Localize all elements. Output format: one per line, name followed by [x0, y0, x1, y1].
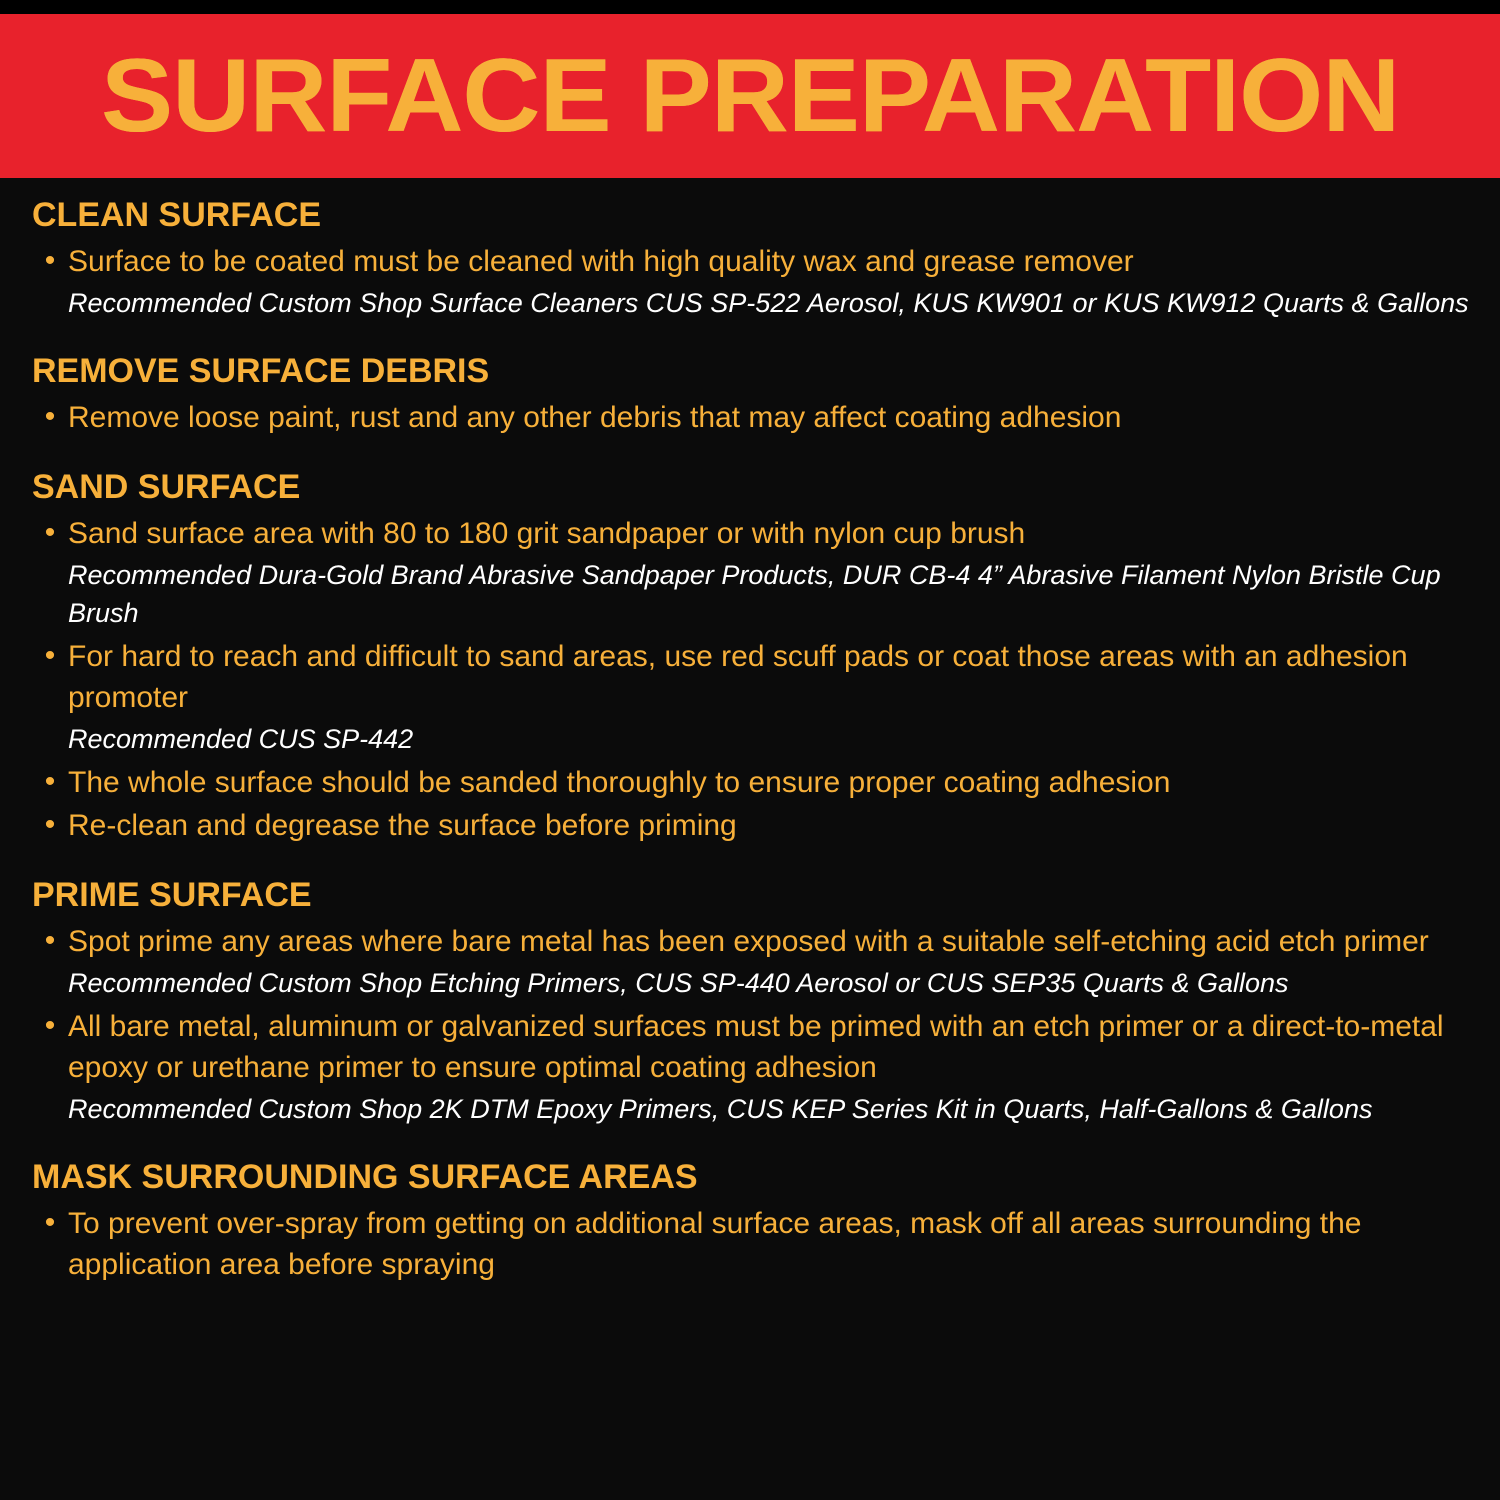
- bullet-icon: •: [44, 808, 56, 841]
- section-prime-surface: [32, 876, 1470, 1128]
- recommendation-note: Recommended Custom Shop 2K DTM Epoxy Primers, CUS KEP Series Kit in Quarts, Half-Gallons & Gallons: [68, 1094, 1373, 1124]
- list-item-text: Sand surface area with 80 to 180 grit sandpaper or with nylon cup brush: [68, 517, 1026, 550]
- list-item-text: To prevent over-spray from getting on additional surface areas, mask off all areas surrounding the application area before spraying: [68, 1207, 1362, 1281]
- list-item: [32, 241, 1470, 282]
- list-item: [32, 397, 1470, 438]
- section-remove-surface-debris: [32, 352, 1470, 438]
- recommendation-note: Recommended Dura-Gold Brand Abrasive Sandpaper Products, DUR CB-4 4” Abrasive Filament Nylon Bristle Cup Brush: [68, 560, 1441, 628]
- bullet-icon: •: [44, 244, 56, 277]
- section-clean-surface: [32, 196, 1470, 322]
- list-item: [32, 636, 1470, 718]
- list-item: [32, 1006, 1470, 1088]
- recommendation-note: Recommended CUS SP-442: [68, 724, 414, 754]
- content-body: [0, 178, 1500, 1285]
- page-title: SURFACE PREPARATION: [100, 38, 1400, 154]
- list-item-text: All bare metal, aluminum or galvanized surfaces must be primed with an etch primer or a direct-to-metal epoxy or urethane primer to ensure optimal coating adhesion: [68, 1010, 1444, 1084]
- list-item: [32, 513, 1470, 554]
- list-item-text: Surface to be coated must be cleaned with high quality wax and grease remover: [68, 245, 1134, 278]
- list-item: [32, 1203, 1470, 1285]
- list-item-text: Spot prime any areas where bare metal has been exposed with a suitable self-etching acid etch primer: [68, 925, 1429, 958]
- list-item-text: Remove loose paint, rust and any other debris that may affect coating adhesion: [68, 401, 1122, 434]
- section-heading: CLEAN SURFACE: [32, 196, 322, 234]
- section-heading: REMOVE SURFACE DEBRIS: [32, 352, 490, 390]
- top-margin: [0, 0, 1500, 14]
- bullet-icon: •: [44, 639, 56, 672]
- recommendation-note: Recommended Custom Shop Surface Cleaners CUS SP-522 Aerosol, KUS KW901 or KUS KW912 Quarts & Gallons: [68, 288, 1469, 318]
- section-heading: MASK SURROUNDING SURFACE AREAS: [32, 1158, 698, 1196]
- bullet-icon: •: [44, 765, 56, 798]
- list-item: [32, 805, 1470, 846]
- bullet-icon: •: [44, 400, 56, 433]
- list-item-text: For hard to reach and difficult to sand areas, use red scuff pads or coat those areas with an adhesion promoter: [68, 640, 1408, 714]
- list-item-text: Re-clean and degrease the surface before priming: [68, 809, 737, 842]
- section-heading: SAND SURFACE: [32, 468, 301, 506]
- section-mask-surrounding-surface-areas: [32, 1158, 1470, 1285]
- list-item: [32, 921, 1470, 962]
- list-item-text: The whole surface should be sanded thoroughly to ensure proper coating adhesion: [68, 766, 1171, 799]
- recommendation-note: Recommended Custom Shop Etching Primers, CUS SP-440 Aerosol or CUS SEP35 Quarts & Gallons: [68, 968, 1289, 998]
- bullet-icon: •: [44, 924, 56, 957]
- bullet-icon: •: [44, 516, 56, 549]
- bullet-icon: •: [44, 1206, 56, 1239]
- banner: [0, 14, 1500, 178]
- section-sand-surface: [32, 468, 1470, 846]
- list-item: [32, 762, 1470, 803]
- bullet-icon: •: [44, 1009, 56, 1042]
- section-heading: PRIME SURFACE: [32, 876, 312, 914]
